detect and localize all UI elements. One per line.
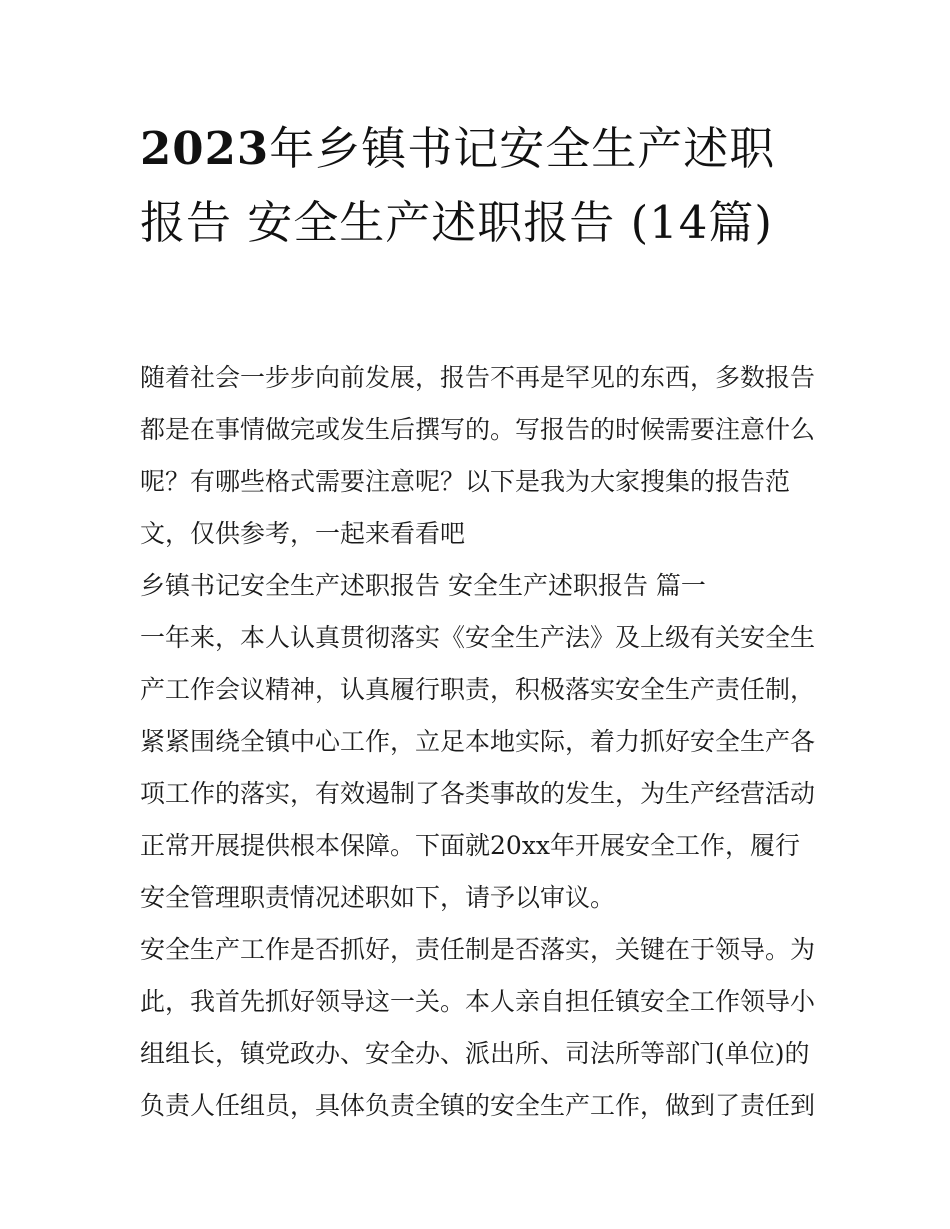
title-text: 年乡镇书记安全生产述职报告 安全生产述职报告 (14篇) [140, 122, 776, 249]
document-title [140, 112, 820, 260]
body-paragraph: 一年来，本人认真贯彻落实《安全生产法》及上级有关安全生产工作会议精神，认真履行职责，积极落实安全生产责任制，紧紧围绕全镇中心工作，立足本地实际，着力抓好安全生产各项工作的落实，有效遏制了各类事故的发生，为生产经营活动正常开展提供根本保障。下面就20xx年开展安全工作，履行安全管理职责情况述职如下，请予以审议。 [140, 623, 816, 912]
body-paragraph: 安全生产工作是否抓好，责任制是否落实，关键在于领导。为此，我首先抓好领导这一关。本人亲自担任镇安全工作领导小组组长，镇党政办、安全办、派出所、司法所等部门(单位)的负责人任组员，具体负责全镇的安全生产工作，做到了责任到 [140, 935, 816, 1120]
title-year: 2023 [140, 122, 270, 175]
document-body [140, 352, 820, 1132]
section-heading: 乡镇书记安全生产述职报告 安全生产述职报告 篇一 [140, 571, 706, 600]
intro-paragraph: 随着社会一步步向前发展，报告不再是罕见的东西，多数报告都是在事情做完或发生后撰写的。写报告的时候需要注意什么呢？有哪些格式需要注意呢？以下是我为大家搜集的报告范文，仅供参考，一起来看看吧 [140, 363, 816, 548]
